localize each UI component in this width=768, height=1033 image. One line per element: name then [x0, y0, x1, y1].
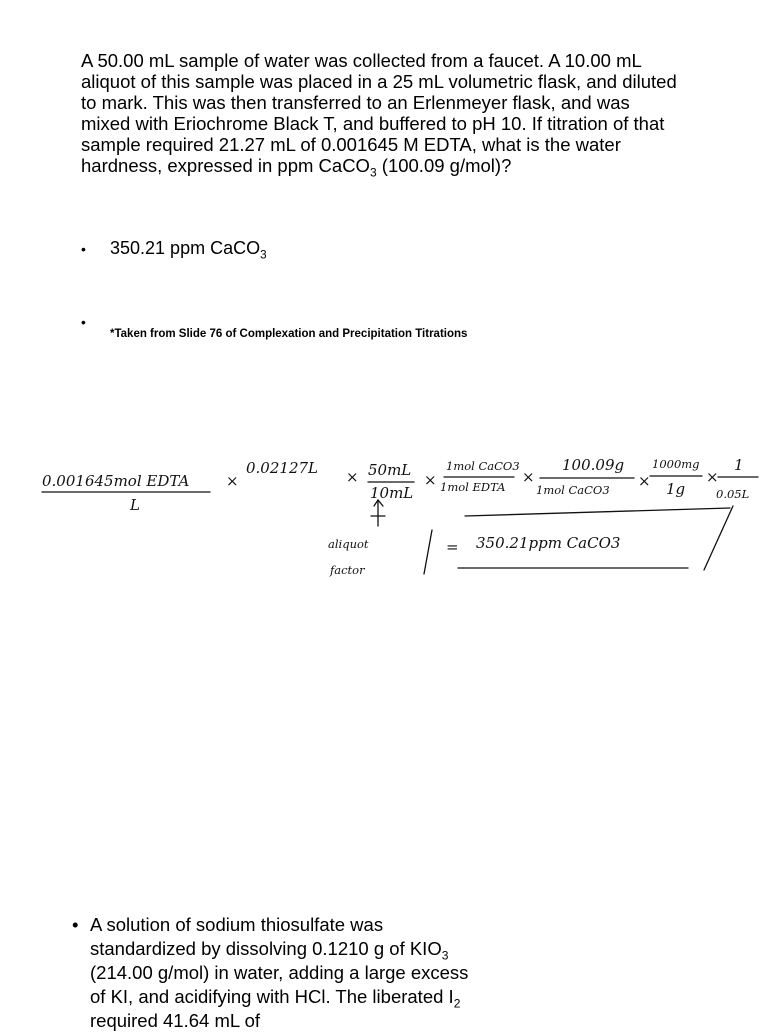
hw-term4-denominator: 1mol EDTA — [440, 480, 506, 494]
bullet-dot: • — [81, 314, 86, 330]
bullet-dot: • — [72, 914, 79, 935]
hw-times: × — [638, 472, 651, 490]
hw-times: × — [346, 468, 359, 486]
handwritten-calculation — [0, 440, 768, 590]
answer-text: 350.21 ppm CaCO$_3$ — [110, 238, 267, 262]
hw-term7-denominator: 0.05L — [716, 487, 750, 501]
hw-times: × — [424, 471, 437, 489]
hw-divider-line — [424, 530, 432, 574]
hw-times: × — [522, 468, 535, 486]
problem-1-text: A 50.00 mL sample of water was collected from a faucet. A 10.00 mL aliquot of this sample was placed in a 25 mL volumetric flask, and diluted to mark. This was then transferred to an Erlenmeyer flask, and was mixed with Eriochrome Black T, and buffered to pH 10. If titration of that sample required 21.27 mL of 0.001645 M EDTA, what is the water hardness, expressed in ppm CaCO$_3$ (100.09 g/mol)? — [81, 50, 677, 180]
hw-arrow — [374, 500, 383, 526]
hw-box-right — [704, 506, 733, 570]
hw-factor-label: factor — [330, 563, 365, 577]
source-note: *Taken from Slide 76 of Complexation and Precipitation Titrations — [110, 328, 468, 340]
hw-term3-numerator: 50mL — [368, 461, 412, 479]
bullet-dot: • — [81, 241, 86, 257]
hw-term5-numerator: 100.09g — [562, 456, 625, 474]
problem-2-text: A solution of sodium thiosulfate was standardized by dissolving 0.1210 g of $KIO_3$ (214.00 g/mol) in water, adding a large excess of KI, and acidifying with HCl. The liberated $I_2$ required 41.64 mL of — [90, 914, 469, 1031]
hw-term5-denominator: 1mol CaCO3 — [536, 483, 610, 497]
hw-times: × — [226, 472, 239, 490]
hw-term1-denominator: L — [130, 496, 140, 514]
hw-term2: 0.02127L — [246, 459, 318, 477]
hw-equals: = — [446, 538, 459, 556]
hw-term6-numerator: 1000mg — [652, 457, 700, 471]
problem-2-bullet — [72, 913, 482, 1033]
answer-bullet — [81, 238, 267, 262]
hw-aliquot-label: aliquot — [328, 537, 369, 551]
hw-result: 350.21ppm CaCO3 — [476, 534, 621, 552]
source-bullet — [81, 314, 468, 340]
hw-term7-numerator: 1 — [734, 456, 744, 474]
hw-term6-denominator: 1g — [666, 480, 686, 498]
hw-box-top — [465, 508, 730, 516]
hw-times: × — [706, 468, 719, 486]
hw-term1-numerator: 0.001645mol EDTA — [42, 472, 190, 490]
hw-term4-numerator: 1mol CaCO3 — [446, 459, 520, 473]
hw-term3-denominator: 10mL — [370, 484, 414, 502]
